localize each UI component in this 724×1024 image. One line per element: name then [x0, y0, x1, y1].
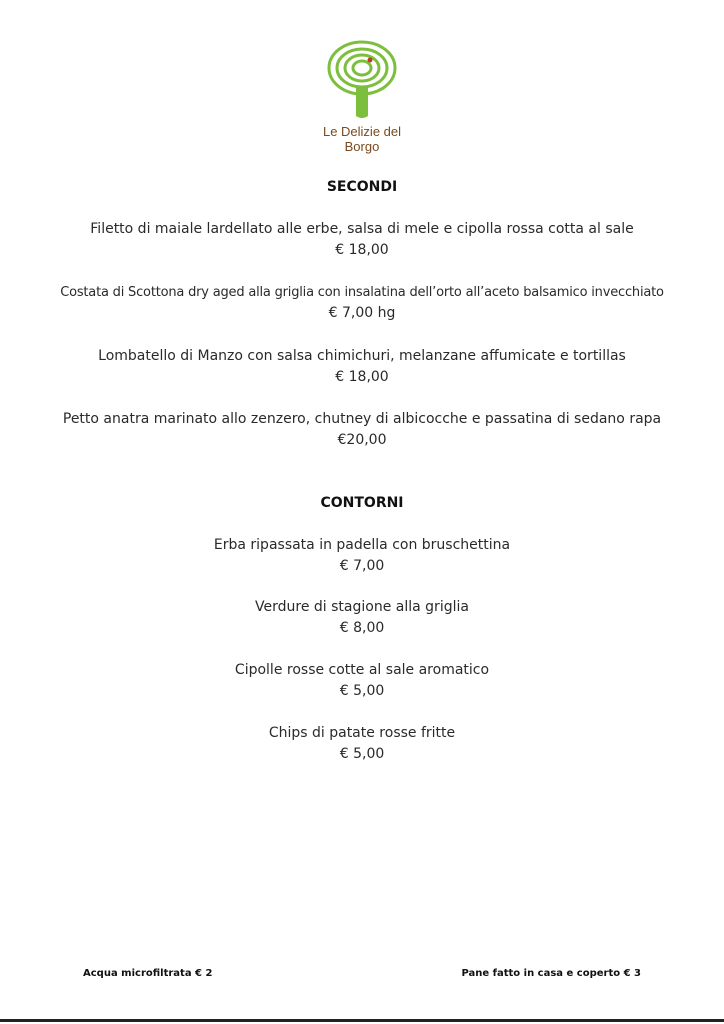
restaurant-logo [306, 38, 418, 154]
menu-item-price: € 8,00 [339, 620, 385, 636]
footer-water-price: Acqua microfiltrata € 2 [83, 968, 213, 979]
menu-item-name: Verdure di stagione alla griglia [255, 599, 469, 615]
menu-item-price: € 7,00 [339, 558, 385, 574]
menu-item-name: Costata di Scottona dry aged alla griglia con insalatina dell’orto all’aceto balsamico invecchiato [60, 285, 664, 300]
menu-item [0, 660, 724, 702]
menu-item-name: Erba ripassata in padella con bruschettina [213, 537, 511, 553]
menu-item-name: Petto anatra marinato allo zenzero, chutney di albicocche e passatina di sedano rapa [62, 411, 662, 427]
menu-item-name: Filetto di maiale lardellato alle erbe, salsa di mele e cipolla rossa cotta al sale [90, 221, 634, 237]
menu-item-name: Cipolle rosse cotte al sale aromatico [234, 662, 490, 678]
menu-item [0, 597, 724, 639]
menu-item [0, 409, 724, 451]
menu-item-price: € 18,00 [335, 369, 389, 385]
menu-item-price: € 5,00 [339, 683, 385, 699]
section-title-contorni: CONTORNI [320, 495, 404, 511]
menu-item [0, 282, 724, 324]
menu-item-name: Lombatello di Manzo con salsa chimichuri, melanzane affumicate e tortillas [98, 348, 626, 364]
brand-name: Le Delizie del Borgo [322, 124, 402, 154]
menu-item [0, 535, 724, 577]
menu-item-price: € 18,00 [335, 242, 389, 258]
page-bottom-border [0, 1019, 724, 1022]
footer-bread-cover-price: Pane fatto in casa e coperto € 3 [461, 968, 641, 979]
menu-item-price: € 5,00 [339, 746, 385, 762]
menu-item-name: Chips di patate rosse fritte [268, 725, 456, 741]
spiral-tree-icon [326, 38, 398, 122]
section-title-secondi: SECONDI [326, 179, 398, 195]
menu-item-price: € 7,00 hg [328, 305, 396, 321]
menu-item-price: €20,00 [337, 432, 387, 448]
menu-item [0, 723, 724, 765]
menu-item [0, 346, 724, 388]
menu-item [0, 219, 724, 261]
